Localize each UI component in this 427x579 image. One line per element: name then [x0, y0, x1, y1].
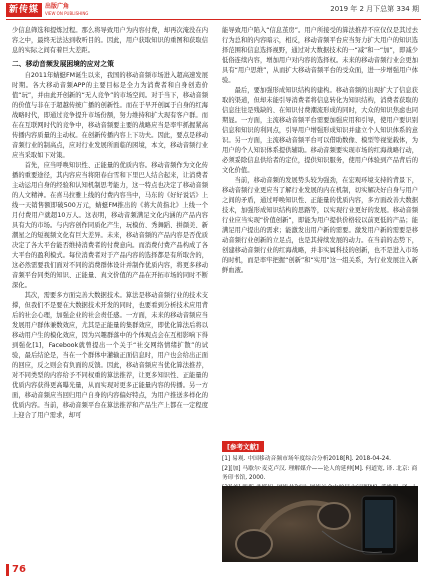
right-paragraph-2: 最后，要加强形成知识结构的建构。移动音频的出现扩大了信息获取的渠道，但却未能引导消费者将信息转化为知识结构，消费者获取的信息往往是残缺的、在知识付费潮流形成的同时，大众的知识焦虑也同期显。一方面，主流移动音频平台需要加强应用和引导，使用户要识别信息和知识的利同点，引导用户增强形成知识并建立个人知识体系的意识。另一方面，主流移动音频平台可以借助数像、模型等视觉载体，为用户的个人知识体系提供辅助。移动音频要实现市场的红海战略行动，必须妥除信息供给者的定位，提供知识服务，使用户体验到产品背后的文化价值。 [222, 87, 418, 174]
footer-accent [6, 564, 9, 576]
references-title: [参考文献] [222, 441, 264, 452]
journal-logo [6, 3, 88, 17]
left-paragraph-4: 其次，需要多方面完善大数据技术。算法是移动音频行业的技术支撑，但我们不是要在大数据技术开发的同时，也要看到分析技术应用背后的社会心理，加强企业的社会责任感。一方面，未来的移动音频应当发展用户群体兼数效应，尤其是正能量的集群效应，即优化算法后将以移动用户生的模化效应，因为兴趣群落中的个体观点会在互相影响下得到强化[1]，Facebook就曾提出一个关于“社交网络情绪扩散”的试验，最后结论是，当在一个群体中灌输正面信息时，用户也会给出正面的回应，反之则会有负面的反馈。因此，移动音频应当优化算法推荐，对不同类型的内容给予不同权重的算法推荐，让更多知识性、正能量的优质内容获得更高曝光量，从而实现对更多正能量内容的传播。另一方面，移动音频应当回归用户自身的内容偏好特点，为用户推送多样化的优质内容。当前，移动音频平台在算法推荐和产品生产上都在一定程度上迎合了用户需求，却可 [12, 292, 208, 419]
left-paragraph-2: 自2011年蜻蜓FM诞生以来，我国的移动音频市场进入超高速发展时期。各大移动音频APP的主要目标是全力为消费者和自身创造价值“玩”，并由此开创新的“无人竞争”的市场空间。对于当下，移动音频的价值与非在于超越传统广播的创新性。而在于早开创属于自身的红海战略时代，即通过竞争提升市场份额，努力维持和扩大现有客户群。而在在互联网时代的竞争中，移动音频要主要的战略应当是率牢抓握紧高传播内容质量的主动权。在创新传播内容上下功夫。因此，要点是移动音频行业的制高点，应对行业发展所面临的困境，本文，移动音频行业应当采取如下对策。 [12, 72, 208, 159]
left-paragraph-3: 首先，应当呼唤知识性、正能量的优质内容。移动音频作为文化传播的重要途径，其内容应当将阳春白雪和下里巴人结合起来，让消费者主动运用自身的经验和认知机制思考能力，这一特点也决定了移动音频的人文精神。在喜马拉雅上线的付费内容当中，马东的《好好说话》上线一天销售额即破500万元，蜻蜓FM推出的《蒋大黄指北》上线一个月付费用户就超10万人。这表明，移动音频满足文化内涵的产品内容具有大的市场。与内容创作同质化产生，玩模仿、秀舞蹈、拼颜美、新潮星之的短视频文化有巨大差异。未来，移动音频的产品内容是否优质决定了各大平台能否维持消费者的付费意向。而消费付费产品构成了各大平台的盈利模式。每位消费者对于产品内容的选择都是有所取舍的，这必然需要我们面对不同的消费群体设计并制作优质内容，将更多移动音频平台同类的知识、正能量、真文价值的产品在开拓市场的同时不断深化。 [12, 162, 208, 289]
right-paragraph-1: 能导致用户陷入“信息茧房”。用户所接受的算法推荐不应仅仅是其过去行为总和的内容暗示，相反，移动音频平台应当努力扩大用户的知识选择范围和信息选择视野，通过对大数据技术的一“减”和一“加”，即减少低俗连续内容，增加用户对内容的选择权。未来的移动音频行业会更加具有“用户思维”，从而扩大移动音频平台的受众面，进一步增强用户体验。 [222, 27, 418, 84]
left-column [12, 26, 208, 421]
logo-en-text: VIEW ON PUBLISHING [45, 11, 89, 16]
logo-side [45, 3, 88, 17]
section-heading: 二、移动音频发展困境的应对之策 [12, 60, 114, 68]
logo-cn-text: 出版广角 [45, 3, 70, 10]
reference-item: [2][加] 马歇尔·麦克卢汉. 理解媒介——论人的延伸[M]. 何道宽, 译. 北京: 商务印书馆, 2000. [222, 466, 418, 481]
header-rule [6, 19, 421, 20]
left-paragraph-1: 少信息筛选和提炼过程。那么将导致用户为内容付费，却再次淹没在内容之中，最终无法达到收听目的。因此，用户获取知识的重图和获取信息的实际之间有着巨大差距。 [12, 27, 208, 54]
headphones-icon [222, 486, 418, 562]
page-number: 76 [12, 564, 26, 575]
right-paragraph-3: 当前，移动音频的发展势头较为强劲，在宏观环境支持的背景下，移动音频行业更应当了解行业发展的内在机制，切实解决好自身与用户之间的矛盾，通过呼唤知识性、正能量的优质内容，多方面改善大数据技术，加强形成知识结构的思路等，以实现行业更好的发展。移动音频行业应当实现“价值创新”，即能为用户提供价格较以前更低的产品；能满足用户提出的需求；能激发出用户新的需要。激发用户新的需要是移动音频行业创新的立足点，也是其持续发展的动力。在当前的态势下，创建移动音频行业的红海战略，并非实属科技的创新，也不是进入市场的时机，而是率牢把握“创新”和“实用”这一组关系，为行业发展注入新鲜血液。 [222, 177, 418, 274]
logo-main-text: 新传媒 [6, 3, 42, 17]
page-header [0, 0, 427, 20]
reference-item: [1] 易观. 中国移动音频市场年度综合分析2018[R]. 2018-04-24. [222, 456, 392, 462]
issue-info: 2019 年 2 月下总第 334 期 [330, 5, 419, 13]
right-column [222, 26, 418, 276]
headphones-photo [222, 486, 418, 562]
